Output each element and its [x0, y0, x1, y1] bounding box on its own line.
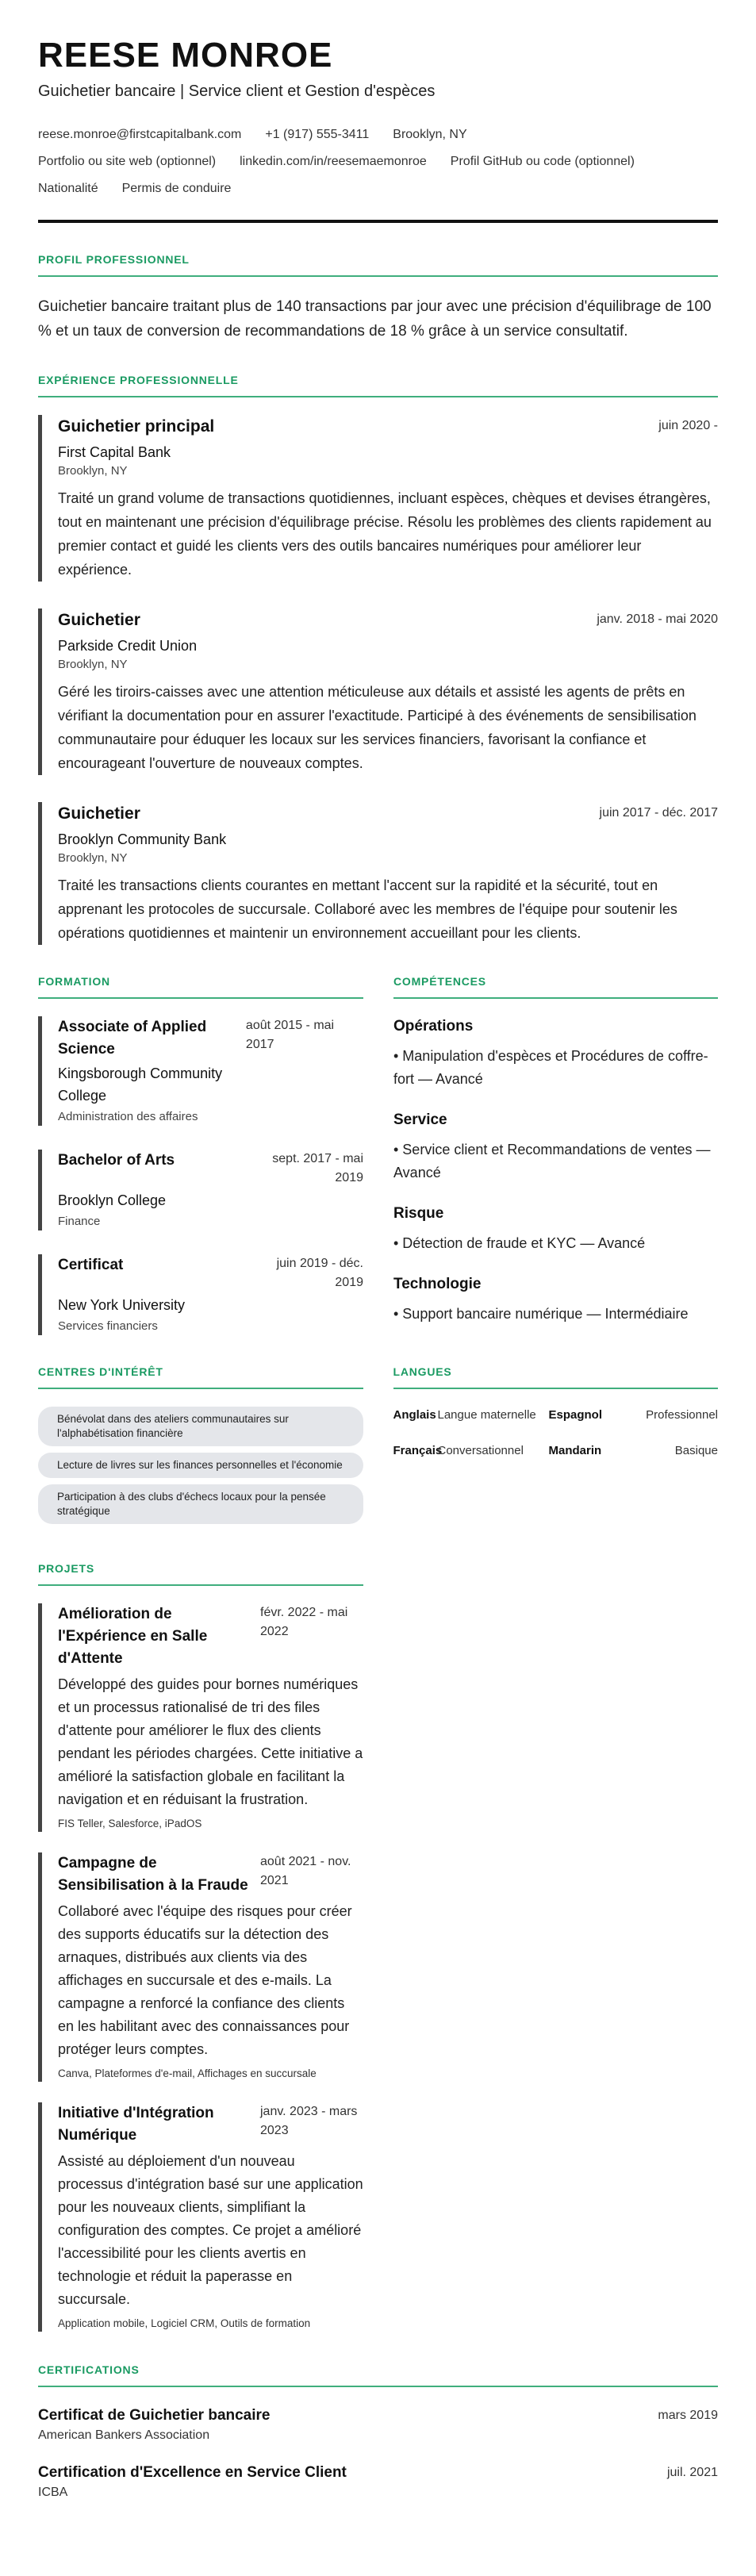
- interest-tag: Bénévolat dans des ateliers communautaires sur l'alphabétisation financière: [38, 1407, 363, 1446]
- project-name: Initiative d'Intégration Numérique: [58, 2105, 214, 2144]
- skill-group: [393, 1016, 718, 1091]
- personal-row: [38, 177, 718, 201]
- languages-section: [393, 1359, 719, 1530]
- certification-name: Certification d'Excellence en Service Client: [38, 2464, 347, 2481]
- project-item: [38, 1852, 363, 2082]
- skill-group: [393, 1110, 718, 1184]
- job-title: Guichetier: [58, 804, 140, 823]
- school: Kingsborough Community College: [58, 1065, 223, 1104]
- education-item: [38, 1254, 363, 1335]
- nationality: Nationalité: [38, 182, 98, 195]
- job-description: Géré les tiroirs-caisses avec une attention méticuleuse aux détails et assisté les agents de prêts en vérifiant la documentation pour en assurer l'exactitude. Participé à des événements de sensibilisation communautaire pour éduquer les locaux sur les services financiers, favorisant la confiance et encourageant l'ouverture de nouveaux comptes.: [58, 684, 697, 771]
- section-title: FORMATION: [38, 975, 110, 988]
- projects-section: [38, 1530, 363, 2352]
- section-divider: [38, 275, 718, 277]
- degree: Associate of Applied Science: [58, 1019, 207, 1058]
- section-title: COMPÉTENCES: [393, 975, 486, 988]
- certification-item: [38, 2462, 718, 2501]
- skill-item: • Manipulation d'espèces et Procédures de coffre-fort — Avancé: [393, 1048, 708, 1087]
- section-title: CERTIFICATIONS: [38, 2363, 140, 2376]
- degree: Certificat: [58, 1257, 124, 1273]
- interests-languages-row: [38, 1359, 718, 1530]
- header-divider: [38, 220, 718, 223]
- linkedin-link[interactable]: linkedin.com/in/reesemaemonroe: [240, 155, 427, 168]
- resume-header: [38, 35, 718, 223]
- certification-date: mars 2019: [658, 2409, 718, 2422]
- experience-item: [38, 608, 718, 775]
- job-title: Guichetier principal: [58, 417, 215, 436]
- experience-section: [38, 374, 718, 945]
- phone-number: +1 (917) 555-3411: [265, 128, 370, 141]
- experience-item: [38, 415, 718, 582]
- website-link[interactable]: Portfolio ou site web (optionnel): [38, 155, 217, 168]
- language-level: Conversationnel: [437, 1444, 524, 1457]
- language-level: Professionnel: [646, 1408, 718, 1422]
- language-name: Français: [393, 1444, 443, 1457]
- certification-date: juil. 2021: [666, 2466, 718, 2479]
- certification-item: [38, 2405, 718, 2444]
- education-section: [38, 972, 363, 1359]
- field-of-study: Services financiers: [58, 1319, 158, 1333]
- skill-category: Risque: [393, 1205, 444, 1222]
- language-name: Espagnol: [548, 1408, 603, 1422]
- skill-category: Technologie: [393, 1276, 482, 1292]
- job-dates: janv. 2018 - mai 2020: [597, 612, 718, 626]
- job-title: Guichetier: [58, 611, 140, 629]
- summary-section: [38, 253, 718, 344]
- job-location: Brooklyn, NY: [58, 851, 128, 865]
- skill-group: [393, 1204, 718, 1255]
- project-technologies: FIS Teller, Salesforce, iPadOS: [58, 1818, 202, 1829]
- employer: Brooklyn Community Bank: [58, 831, 227, 847]
- education-item: [38, 1150, 363, 1230]
- school: Brooklyn College: [58, 1192, 167, 1208]
- section-divider: [38, 1584, 363, 1586]
- section-divider: [393, 1388, 719, 1389]
- skill-group: [393, 1274, 718, 1326]
- summary-text: Guichetier bancaire traitant plus de 140 transactions par jour avec une précision d'équilibrage de 100 % et un taux de conversion de recommandations de 18 % grâce à un service consultatif.: [38, 298, 712, 340]
- experience-item: [38, 802, 718, 945]
- contact-row: [38, 123, 718, 147]
- github-link[interactable]: Profil GitHub ou code (optionnel): [450, 155, 635, 168]
- education-dates: sept. 2017 - mai 2019: [272, 1152, 363, 1184]
- project-name: Amélioration de l'Expérience en Salle d'Attente: [58, 1606, 208, 1667]
- project-dates: août 2021 - nov. 2021: [260, 1855, 351, 1887]
- section-title: PROJETS: [38, 1562, 94, 1575]
- certification-issuer: American Bankers Association: [38, 2428, 210, 2442]
- section-title: EXPÉRIENCE PROFESSIONNELLE: [38, 374, 239, 386]
- project-dates: janv. 2023 - mars 2023: [260, 2105, 358, 2137]
- links-row: [38, 150, 718, 174]
- skill-item: • Détection de fraude et KYC — Avancé: [393, 1235, 646, 1251]
- project-description: Développé des guides pour bornes numériques et un processus rationalisé de tri des files d'attente pour améliorer le flux des clients pendant les périodes chargées. Cette initiative a amélioré la satisfaction globale en facilitant la navigation et en réduisant la frustration.: [58, 1676, 363, 1807]
- job-dates: juin 2020 -: [658, 419, 718, 432]
- certification-name: Certificat de Guichetier bancaire: [38, 2407, 271, 2424]
- project-item: [38, 1603, 363, 1832]
- field-of-study: Finance: [58, 1215, 101, 1228]
- section-divider: [393, 997, 718, 999]
- section-title: LANGUES: [393, 1365, 452, 1378]
- language-name: Mandarin: [548, 1444, 602, 1457]
- interest-tag: Lecture de livres sur les finances personnelles et l'économie: [38, 1453, 363, 1478]
- skills-section: [393, 972, 718, 1359]
- section-title: CENTRES D'INTÉRÊT: [38, 1365, 163, 1378]
- project-description: Assisté au déploiement d'un nouveau processus d'intégration basé sur une application pour les nouveaux clients, simplifiant la configuration des comptes. Ce projet a amélioré l'accessibilité pour les clients avertis en technologie et réduit la paperasse en succursale.: [58, 2153, 363, 2307]
- language-level: Basique: [674, 1444, 718, 1457]
- project-technologies: Canva, Plateformes d'e-mail, Affichages en succursale: [58, 2067, 317, 2079]
- language-level: Langue maternelle: [437, 1408, 536, 1422]
- projects-row: [38, 1530, 718, 2352]
- certification-issuer: ICBA: [38, 2486, 68, 2499]
- section-divider: [38, 1388, 363, 1389]
- job-description: Traité un grand volume de transactions quotidiennes, incluant espèces, chèques et devises étrangères, tout en maintenant une précision d'équilibrage précise. Résolu les problèmes des clients rapidement au premier contact et guidé les clients vers des outils bancaires numériques pour améliorer leur expérience.: [58, 490, 712, 578]
- skill-category: Opérations: [393, 1018, 474, 1035]
- employer: Parkside Credit Union: [58, 638, 198, 654]
- project-dates: févr. 2022 - mai 2022: [260, 1606, 348, 1638]
- section-divider: [38, 2386, 718, 2387]
- languages-list: [393, 1407, 719, 1459]
- certifications-section: [38, 2363, 718, 2501]
- degree: Bachelor of Arts: [58, 1152, 175, 1169]
- project-name: Campagne de Sensibilisation à la Fraude: [58, 1855, 248, 1894]
- headline: Guichetier bancaire | Service client et Gestion d'espèces: [38, 83, 436, 100]
- job-location: Brooklyn, NY: [58, 464, 128, 478]
- skill-category: Service: [393, 1111, 447, 1128]
- skill-item: • Support bancaire numérique — Intermédiaire: [393, 1306, 689, 1322]
- section-divider: [38, 396, 718, 397]
- school: New York University: [58, 1297, 186, 1313]
- field-of-study: Administration des affaires: [58, 1110, 198, 1123]
- education-item: [38, 1016, 363, 1126]
- employer: First Capital Bank: [58, 444, 171, 460]
- education-dates: août 2015 - mai 2017: [245, 1019, 335, 1051]
- skill-item: • Service client et Recommandations de ventes — Avancé: [393, 1142, 711, 1181]
- job-dates: juin 2017 - déc. 2017: [599, 806, 718, 820]
- language-name: Anglais: [393, 1408, 436, 1422]
- project-description: Collaboré avec l'équipe des risques pour créer des supports éducatifs sur la détection des arnaques, distribués aux clients via des affichages en succursale et des e-mails. La campagne a renforcé la confiance des clients en les habilitant avec des connaissances pour protéger leurs comptes.: [58, 1903, 352, 2057]
- location: Brooklyn, NY: [393, 128, 467, 141]
- interest-tag: Participation à des clubs d'échecs locaux pour la pensée stratégique: [38, 1484, 363, 1524]
- education-skills-row: [38, 972, 718, 1359]
- education-dates: juin 2019 - déc. 2019: [276, 1257, 363, 1289]
- job-description: Traité les transactions clients courantes en mettant l'accent sur la rapidité et la sécurité, tout en apprenant les protocoles de succursale. Collaboré avec les membres de l'équipe pour soutenir les opérations quotidiennes et maintenir un environnement accueillant pour les clients.: [58, 877, 677, 941]
- email-link[interactable]: reese.monroe@firstcapitalbank.com: [38, 128, 242, 141]
- project-technologies: Application mobile, Logiciel CRM, Outils de formation: [58, 2317, 311, 2329]
- section-divider: [38, 997, 363, 999]
- project-item: [38, 2102, 363, 2332]
- section-title: PROFIL PROFESSIONNEL: [38, 253, 190, 266]
- candidate-name: REESE MONROE: [38, 36, 333, 75]
- interests-section: [38, 1359, 363, 1530]
- job-location: Brooklyn, NY: [58, 658, 128, 671]
- driving-license: Permis de conduire: [121, 182, 232, 195]
